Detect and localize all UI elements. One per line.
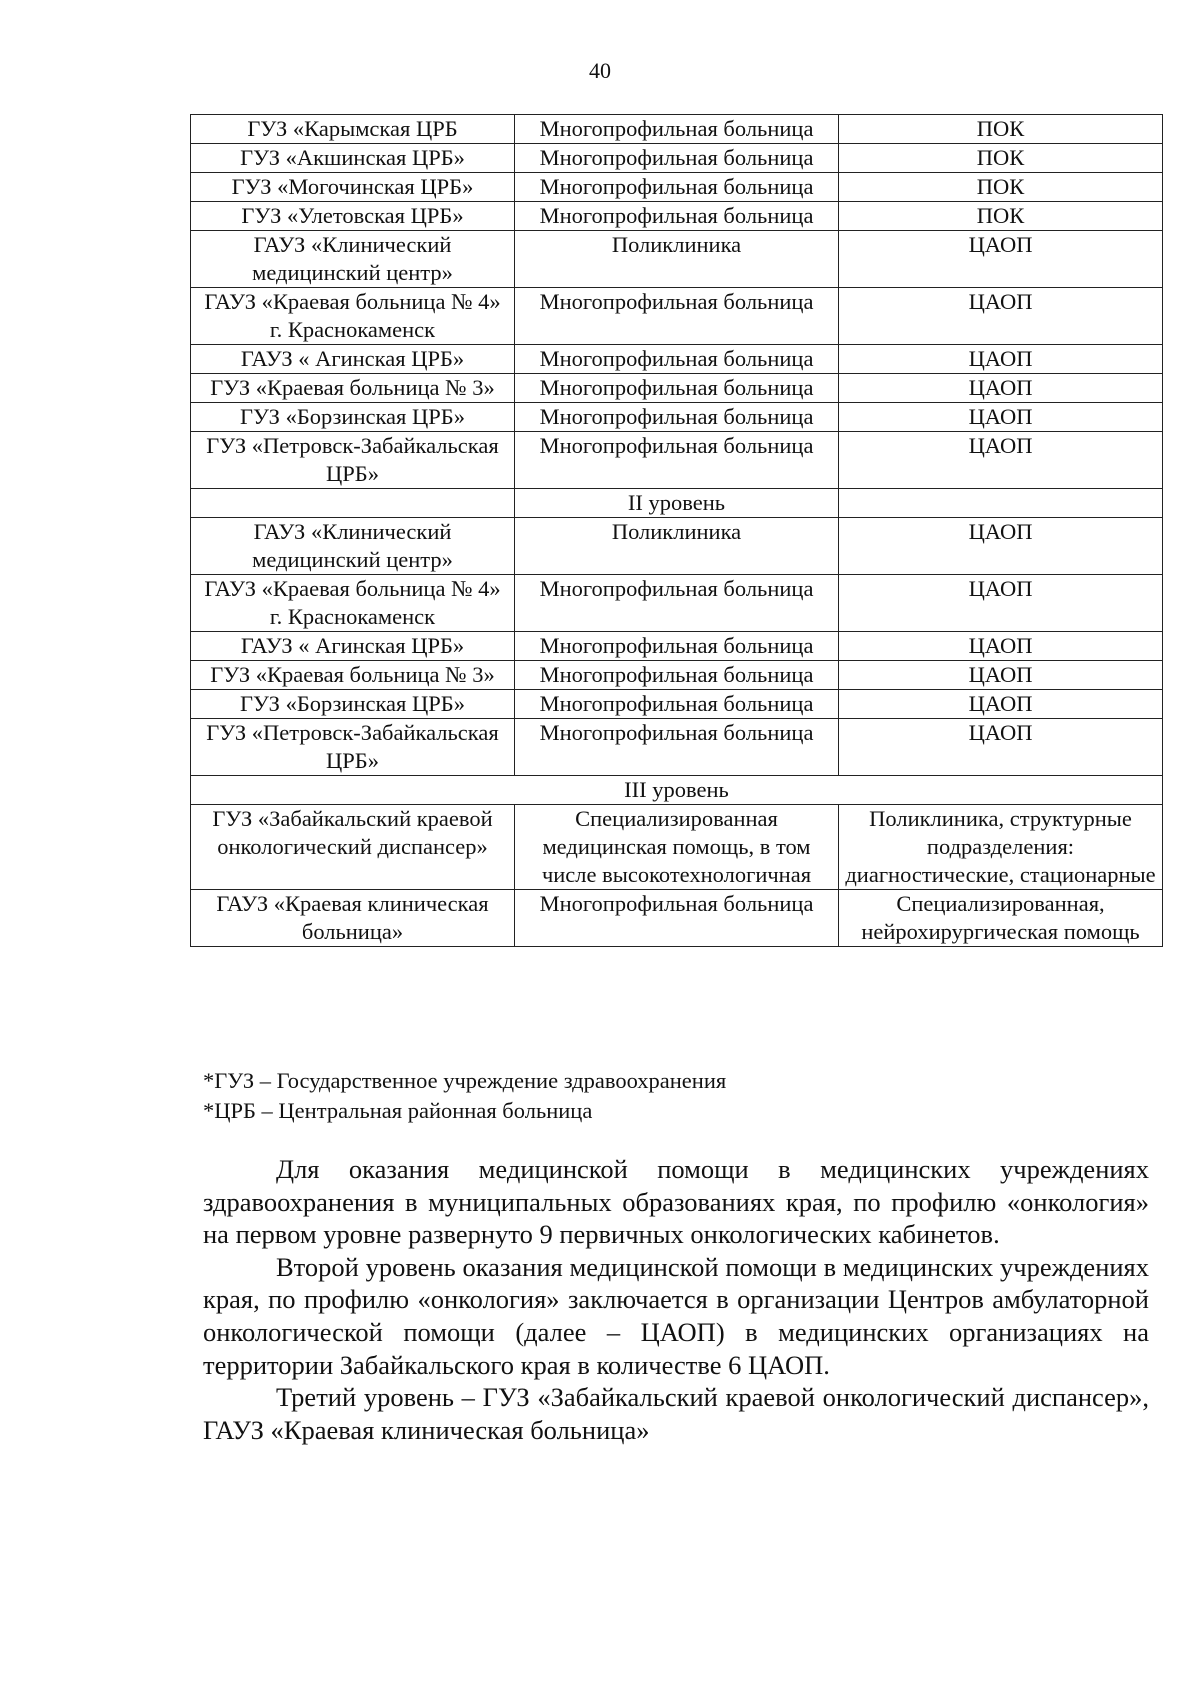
table-row <box>191 632 1163 661</box>
table-row <box>191 661 1163 690</box>
type-cell: Многопрофильная больница <box>515 403 839 432</box>
unit-cell: ЦАОП <box>839 690 1163 719</box>
type-cell: Многопрофильная больница <box>515 690 839 719</box>
table-row <box>191 403 1163 432</box>
institution-cell: ГУЗ «Борзинская ЦРБ» <box>191 690 515 719</box>
unit-cell: ЦАОП <box>839 374 1163 403</box>
facilities-table <box>190 114 1163 947</box>
type-cell: Многопрофильная больница <box>515 144 839 173</box>
unit-cell: ПОК <box>839 144 1163 173</box>
type-cell: Многопрофильная больница <box>515 632 839 661</box>
type-cell: Поликлиника <box>515 231 839 288</box>
table-row <box>191 202 1163 231</box>
type-cell: Многопрофильная больница <box>515 719 839 776</box>
table-row <box>191 719 1163 776</box>
type-cell: Многопрофильная больница <box>515 202 839 231</box>
type-cell: Многопрофильная больница <box>515 345 839 374</box>
institution-cell: ГУЗ «Петровск-Забайкальская ЦРБ» <box>191 719 515 776</box>
level-row <box>191 489 1163 518</box>
footnote: *ЦРБ – Центральная районная больница <box>203 1098 593 1123</box>
unit-cell: ПОК <box>839 115 1163 144</box>
institution-cell: ГАУЗ «Клинический медицинский центр» <box>191 518 515 575</box>
unit-cell: ЦАОП <box>839 518 1163 575</box>
institution-cell: ГАУЗ «Краевая больница № 4» г. Краснокаменск <box>191 575 515 632</box>
paragraph: Второй уровень оказания медицинской помощи в медицинских учреждениях края, по профилю «онкология» заключается в организации Центров амбулаторной онкологической помощи (далее – ЦАОП) в медицинских организациях на территории Забайкальского края в количестве 6 ЦАОП. <box>203 1251 1149 1380</box>
table-row <box>191 518 1163 575</box>
unit-cell: ЦАОП <box>839 231 1163 288</box>
institution-cell: ГАУЗ «Краевая клиническая больница» <box>191 890 515 947</box>
institution-cell: ГАУЗ «Краевая больница № 4» г. Краснокаменск <box>191 288 515 345</box>
paragraph: Для оказания медицинской помощи в медицинских учреждениях здравоохранения в муниципальных образованиях края, по профилю «онкология» на первом уровне развернуто 9 первичных онкологических кабинетов. <box>203 1154 1149 1250</box>
institution-cell: ГУЗ «Улетовская ЦРБ» <box>191 202 515 231</box>
table-row <box>191 805 1163 890</box>
unit-cell: ЦАОП <box>839 575 1163 632</box>
unit-cell: ЦАОП <box>839 661 1163 690</box>
institution-cell <box>191 489 515 518</box>
type-cell: Специализированная медицинская помощь, в том числе высокотехнологичная <box>515 805 839 890</box>
table-row <box>191 173 1163 202</box>
facilities-table-body <box>191 115 1163 947</box>
footnotes <box>203 1066 726 1126</box>
type-cell: Многопрофильная больница <box>515 374 839 403</box>
level-label: III уровень <box>191 776 1163 805</box>
body-text <box>203 1153 1149 1446</box>
institution-cell: ГАУЗ « Агинская ЦРБ» <box>191 345 515 374</box>
type-cell: Многопрофильная больница <box>515 115 839 144</box>
footnote: *ГУЗ – Государственное учреждение здравоохранения <box>203 1068 727 1093</box>
unit-cell: ЦАОП <box>839 288 1163 345</box>
unit-cell: ЦАОП <box>839 632 1163 661</box>
unit-cell: ЦАОП <box>839 403 1163 432</box>
paragraph: Третий уровень – ГУЗ «Забайкальский краевой онкологический диспансер», ГАУЗ «Краевая клиническая больница» <box>203 1382 1149 1445</box>
table-row <box>191 288 1163 345</box>
unit-cell: ЦАОП <box>839 719 1163 776</box>
type-cell: Многопрофильная больница <box>515 575 839 632</box>
type-cell: Многопрофильная больница <box>515 288 839 345</box>
level-row <box>191 776 1163 805</box>
institution-cell: ГУЗ «Петровск-Забайкальская ЦРБ» <box>191 432 515 489</box>
institution-cell: ГУЗ «Карымская ЦРБ <box>191 115 515 144</box>
table-row <box>191 231 1163 288</box>
level-label: II уровень <box>515 489 839 518</box>
page-number: 40 <box>589 58 611 83</box>
table-row <box>191 374 1163 403</box>
table-row <box>191 345 1163 374</box>
institution-cell: ГУЗ «Краевая больница № 3» <box>191 374 515 403</box>
unit-cell: Поликлиника, структурные подразделения: диагностические, стационарные <box>839 805 1163 890</box>
type-cell: Многопрофильная больница <box>515 661 839 690</box>
type-cell: Многопрофильная больница <box>515 432 839 489</box>
unit-cell: ПОК <box>839 173 1163 202</box>
unit-cell: ЦАОП <box>839 432 1163 489</box>
table-row <box>191 432 1163 489</box>
unit-cell: ЦАОП <box>839 345 1163 374</box>
institution-cell: ГАУЗ « Агинская ЦРБ» <box>191 632 515 661</box>
unit-cell: Специализированная, нейрохирургическая помощь <box>839 890 1163 947</box>
table-row <box>191 575 1163 632</box>
table-row <box>191 890 1163 947</box>
institution-cell: ГАУЗ «Клинический медицинский центр» <box>191 231 515 288</box>
table-row <box>191 115 1163 144</box>
type-cell: Поликлиника <box>515 518 839 575</box>
institution-cell: ГУЗ «Забайкальский краевой онкологический диспансер» <box>191 805 515 890</box>
institution-cell: ГУЗ «Борзинская ЦРБ» <box>191 403 515 432</box>
institution-cell: ГУЗ «Могочинская ЦРБ» <box>191 173 515 202</box>
type-cell: Многопрофильная больница <box>515 173 839 202</box>
table-row <box>191 690 1163 719</box>
institution-cell: ГУЗ «Краевая больница № 3» <box>191 661 515 690</box>
unit-cell: ПОК <box>839 202 1163 231</box>
unit-cell <box>839 489 1163 518</box>
table-row <box>191 144 1163 173</box>
type-cell: Многопрофильная больница <box>515 890 839 947</box>
institution-cell: ГУЗ «Акшинская ЦРБ» <box>191 144 515 173</box>
